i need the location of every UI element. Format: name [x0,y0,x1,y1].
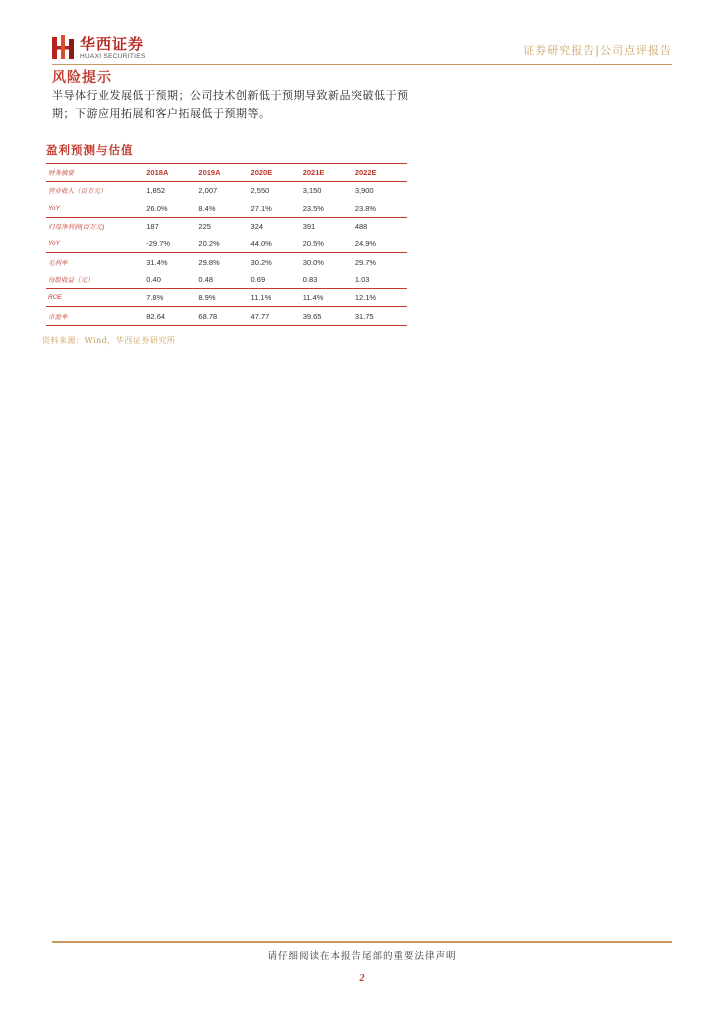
table-cell: 27.1% [250,203,272,213]
table-cell: 82.64 [146,307,198,325]
table-row [46,307,407,325]
table-row [46,235,407,253]
table-cell: 39.65 [303,307,355,325]
year-header: 2022E [355,164,407,182]
footer-divider [52,941,672,943]
table-cell: 187 [146,217,198,235]
table-cell: 7.8% [146,289,198,307]
row-label: YoY [48,204,60,212]
table-cell: 47.77 [251,307,303,325]
row-label: 每股收益（元） [48,276,94,284]
table-cell: 8.9% [198,289,250,307]
row-label: 市盈率 [46,307,146,325]
risk-section-text: 半导体行业发展低于预期；公司技术创新低于预期导致新品突破低于预期；下游应用拓展和客户拓展低于预期等。 [52,89,409,120]
header-divider [52,64,672,65]
table-cell: 1.03 [354,274,370,284]
table-cell: 20.5% [302,239,324,249]
table-cell: 2,007 [198,186,218,196]
table-row [46,200,407,218]
table-cell: 20.2% [198,239,220,249]
row-label: ROE [46,289,146,307]
year-header: 2020E [251,164,303,182]
brand-name: 华西证券 [80,35,145,53]
table-cell: 24.9% [354,239,377,249]
table-row [46,271,407,289]
table-cell: 391 [303,217,355,235]
table-cell: 225 [198,217,250,235]
table-cell: 1,852 [146,186,166,196]
table-cell: 0.69 [250,274,266,284]
table-cell: 0.48 [198,274,214,284]
row-label: 毛利率 [46,253,146,271]
table-cell: 31.4% [146,253,198,271]
row-label: 归母净利润(百万元) [46,217,146,235]
table-cell: 31.75 [355,307,407,325]
row-label: YoY [48,240,60,248]
table-cell: 2,550 [250,186,270,196]
brand-name-english: HUAXI SECURITIES [80,53,146,60]
table-row [46,217,407,235]
table-cell: 488 [355,217,407,235]
table-cell: 26.0% [146,203,168,213]
table-cell: 44.0% [250,239,272,249]
forecast-table-title: 盈利预测与估值 [46,143,134,157]
table-cell: 23.5% [302,203,324,213]
table-row [46,182,407,200]
huaxi-logo-icon [52,35,74,59]
row-label: 营业收入（百万元） [48,188,107,196]
table-cell: 30.0% [303,253,355,271]
table-cell: 23.8% [354,203,377,213]
report-type-label: 证券研究报告|公司点评报告 [523,44,672,57]
table-cell: 29.7% [355,253,407,271]
table-cell: 3,150 [302,186,322,196]
financial-forecast-table [46,163,407,326]
table-cell: 11.4% [303,289,355,307]
table-cell: 12.1% [355,289,407,307]
table-header-row [46,164,407,182]
page-number: 2 [359,973,365,984]
table-row [46,289,407,307]
table-cell: 30.2% [251,253,303,271]
table-cell: 29.8% [198,253,250,271]
table-cell: 3,900 [354,186,374,196]
table-cell: 324 [251,217,303,235]
table-cell: 11.1% [251,289,303,307]
table-cell: 8.4% [198,203,216,213]
year-header: 2019A [198,164,250,182]
table-source-note: 资料来源：Wind，华西证券研究所 [42,336,176,345]
year-header: 2021E [303,164,355,182]
legal-disclaimer: 请仔细阅读在本报告尾部的重要法律声明 [267,951,457,962]
risk-section-title: 风险提示 [52,70,112,86]
table-row [46,253,407,271]
table-cell: -29.7% [146,239,171,249]
table-header-label: 财务摘要 [46,164,146,182]
table-cell: 0.40 [146,274,161,284]
page-header [0,0,724,70]
table-cell: 0.83 [302,274,318,284]
table-cell: 68.78 [198,307,250,325]
year-header: 2018A [146,164,198,182]
